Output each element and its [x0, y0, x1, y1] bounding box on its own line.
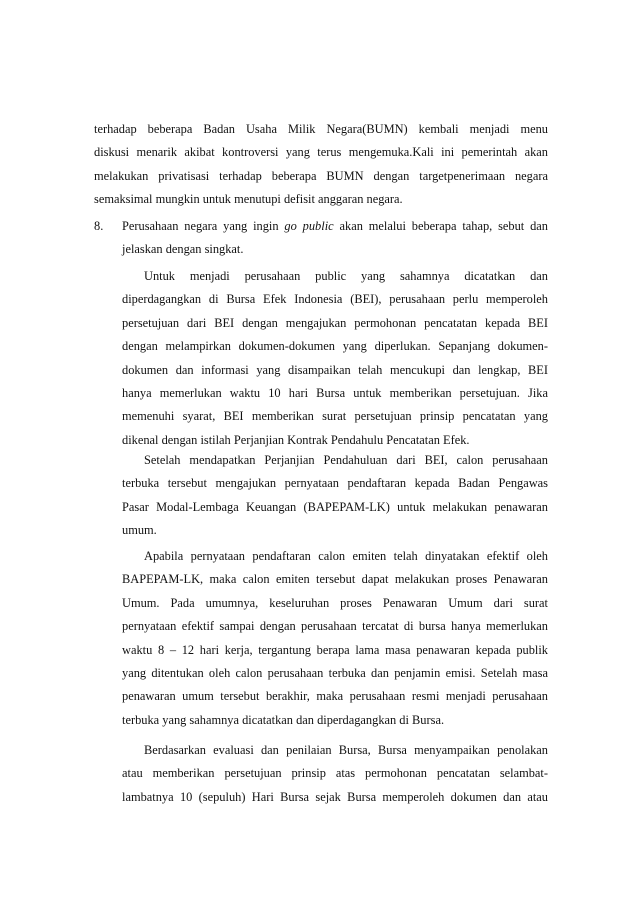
question-8 — [122, 215, 548, 262]
text-line: dengan melampirkan dokumen-dokumen yang diperlukan. Sepanjang dokumen- — [122, 339, 548, 354]
text-line: Pasar Modal-Lembaga Keuangan (BAPEPAM-LK) untuk melakukan penawaran — [122, 499, 548, 514]
text-line: dokumen dan informasi yang disampaikan telah mencukupi dan lengkap, BEI — [122, 362, 548, 377]
text-line: diskusi menarik akibat kontroversi yang terus mengemuka.Kali ini pemerintah akan — [94, 145, 548, 160]
text-line: BAPEPAM-LK, maka calon emiten tersebut dapat melakukan proses Penawaran — [122, 572, 548, 587]
text-line: dikenal dengan istilah Perjanjian Kontrak Pendahulu Pencatatan Efek. — [122, 432, 470, 447]
text-line: yang ditentukan oleh calon perusahaan terbuka dan penjamin emisi. Setelah masa — [122, 665, 548, 680]
text-line: umum. — [122, 523, 157, 538]
text-line: Setelah mendapatkan Perjanjian Pendahuluan dari BEI, calon perusahaan — [144, 453, 548, 467]
text-line: lambatnya 10 (sepuluh) Hari Bursa sejak Bursa memperoleh dokumen dan atau — [122, 789, 548, 804]
question-text-part: Perusahaan negara yang ingin — [122, 219, 285, 233]
question-line — [122, 215, 548, 238]
intro-paragraph — [94, 118, 548, 212]
text-line: terbuka tersebut mengajukan pernyataan pendaftaran kepada Badan Pengawas — [122, 476, 548, 491]
text-line: semaksimal mungkin untuk menutupi defisit anggaran negara. — [94, 192, 403, 207]
text-line: Berdasarkan evaluasi dan penilaian Bursa, Bursa menyampaikan penolakan — [144, 743, 548, 757]
item-number: 8. — [94, 219, 104, 233]
text-line: waktu 8 – 12 hari kerja, tergantung berapa lama masa penawaran kepada publik — [122, 642, 548, 657]
text-line: diperdagangkan di Bursa Efek Indonesia (BEI), perusahaan perlu memperoleh — [122, 292, 548, 307]
text-line: penawaran umum tersebut berakhir, maka perusahaan resmi menjadi perusahaan — [122, 689, 548, 704]
question-text-part: akan melalui beberapa tahap, sebut dan — [333, 219, 548, 233]
text-line: hanya memerlukan waktu 10 hari Bursa untuk memberikan persetujuan. Jika — [122, 385, 548, 400]
text-line: pernyataan efektif sampai dengan perusahaan tercatat di bursa hanya memerlukan — [122, 619, 548, 634]
question-line: jelaskan dengan singkat. — [122, 242, 244, 257]
text-line: memenuhi syarat, BEI memberikan surat persetujuan prinsip pencatatan yang — [122, 409, 548, 424]
text-line: Umum. Pada umumnya, keseluruhan proses Penawaran Umum dari surat — [122, 595, 548, 610]
text-line: persetujuan dari BEI dengan mengajukan permohonan pencatatan kepada BEI — [122, 315, 548, 330]
question-italic-term: go public — [284, 219, 334, 233]
text-line: melakukan privatisasi terhadap beberapa BUMN dengan targetpenerimaan negara — [94, 168, 548, 183]
answer-paragraph-2 — [122, 449, 548, 543]
text-line: Untuk menjadi perusahaan public yang sahamnya dicatatkan dan — [144, 269, 548, 283]
answer-paragraph-1 — [122, 265, 548, 452]
answer-paragraph-4 — [122, 739, 548, 809]
text-line: terhadap beberapa Badan Usaha Milik Negara(BUMN) kembali menjadi menu — [94, 122, 548, 136]
answer-paragraph-3 — [122, 545, 548, 732]
text-line: Apabila pernyataan pendaftaran calon emiten telah dinyatakan efektif oleh — [144, 549, 548, 563]
text-line: atau memberikan persetujuan prinsip atas permohonan pencatatan selambat- — [122, 766, 548, 781]
text-line: terbuka yang sahamnya dicatatkan dan diperdagangkan di Bursa. — [122, 712, 445, 727]
